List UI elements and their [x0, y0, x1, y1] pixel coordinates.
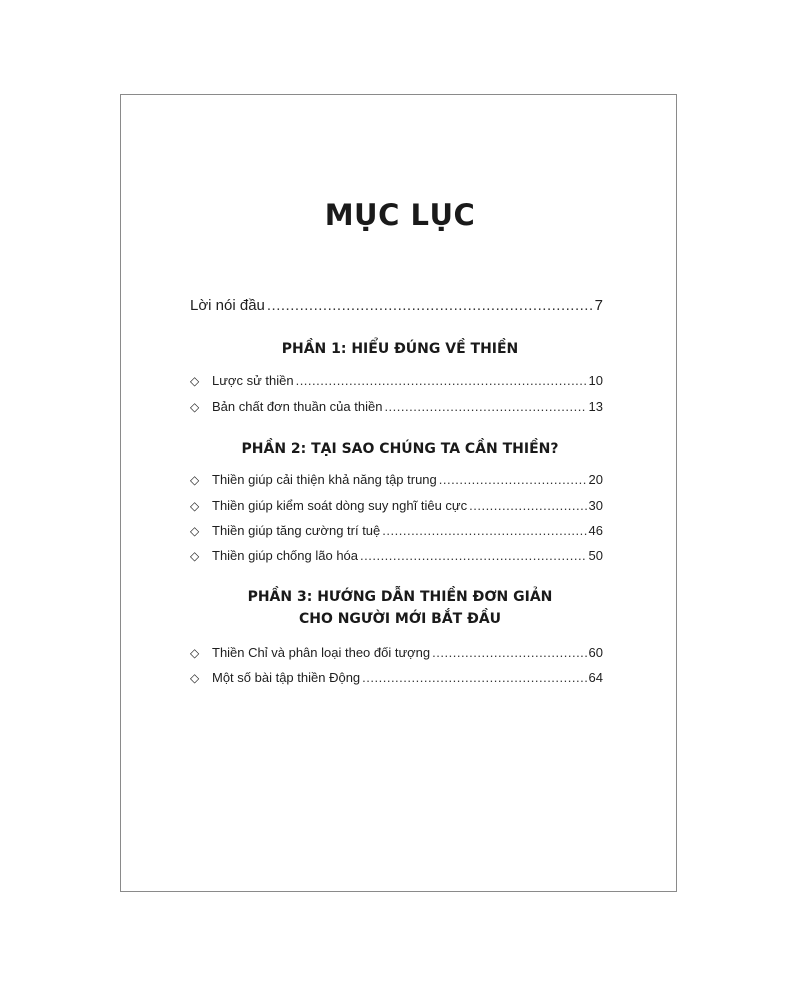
- dot-leader: [432, 645, 586, 660]
- dot-leader: [439, 472, 587, 487]
- dot-leader: [362, 670, 586, 685]
- toc-entry-label: Lời nói đầu: [190, 297, 265, 314]
- toc-entry-label: Thiền Chỉ và phân loại theo đối tượng: [212, 645, 431, 660]
- toc-page-number: 7: [594, 297, 603, 314]
- toc-entry-label: Thiền giúp chống lão hóa: [212, 548, 359, 563]
- toc-entry[interactable]: [190, 523, 603, 538]
- section-heading-part-3: [0, 586, 800, 630]
- dot-leader: [382, 523, 586, 538]
- section-heading-line: PHẦN 3: HƯỚNG DẪN THIỀN ĐƠN GIẢN: [247, 589, 553, 605]
- section-heading-part-2: [0, 438, 800, 460]
- dot-leader: [469, 498, 586, 513]
- dot-leader: [360, 548, 587, 563]
- toc-page-number: 64: [588, 670, 603, 685]
- diamond-outline-icon: ◇: [190, 671, 200, 685]
- toc-entry[interactable]: [190, 670, 603, 685]
- toc-page-number: 10: [588, 373, 603, 388]
- toc-entry-label: Thiền giúp tăng cường trí tuệ: [212, 523, 381, 538]
- toc-page-number: 20: [588, 472, 603, 487]
- toc-entry[interactable]: [190, 373, 603, 388]
- page-title: MỤC LỤC: [324, 198, 476, 232]
- diamond-outline-icon: ◇: [190, 524, 200, 538]
- toc-entry-label: Thiền giúp cải thiện khả năng tập trung: [212, 472, 437, 487]
- toc-page-number: 60: [588, 645, 603, 660]
- diamond-outline-icon: ◇: [190, 374, 200, 388]
- toc-entry-preface[interactable]: [190, 297, 603, 314]
- diamond-outline-icon: ◇: [190, 549, 200, 563]
- toc-page-number: 30: [588, 498, 603, 513]
- section-heading-part-1: [0, 338, 800, 360]
- toc-page-number: 13: [588, 399, 603, 414]
- toc-entry-label: Một số bài tập thiền Động: [212, 670, 361, 685]
- toc-entry-label: Thiền giúp kiểm soát dòng suy nghĩ tiêu cực: [212, 498, 468, 513]
- diamond-outline-icon: ◇: [190, 499, 200, 513]
- section-heading-line: CHO NGƯỜI MỚI BẮT ĐẦU: [298, 611, 502, 627]
- toc-page-number: 46: [588, 523, 603, 538]
- diamond-outline-icon: ◇: [190, 400, 200, 414]
- dot-leader: [384, 399, 586, 414]
- toc-entry[interactable]: [190, 498, 603, 513]
- section-heading-line: PHẦN 1: HIỂU ĐÚNG VỀ THIỀN: [281, 341, 519, 357]
- diamond-outline-icon: ◇: [190, 473, 200, 487]
- toc-entry-label: Bản chất đơn thuần của thiền: [212, 399, 383, 414]
- toc-entry[interactable]: [190, 645, 603, 660]
- dot-leader: [267, 297, 593, 314]
- toc-entry[interactable]: [190, 472, 603, 487]
- diamond-outline-icon: ◇: [190, 646, 200, 660]
- dot-leader: [296, 373, 587, 388]
- toc-entry[interactable]: [190, 548, 603, 563]
- toc-entry-label: Lược sử thiền: [212, 373, 294, 388]
- section-heading-line: PHẦN 2: TẠI SAO CHÚNG TA CẦN THIỀN?: [241, 441, 559, 457]
- toc-entry[interactable]: [190, 399, 603, 414]
- toc-page-number: 50: [588, 548, 603, 563]
